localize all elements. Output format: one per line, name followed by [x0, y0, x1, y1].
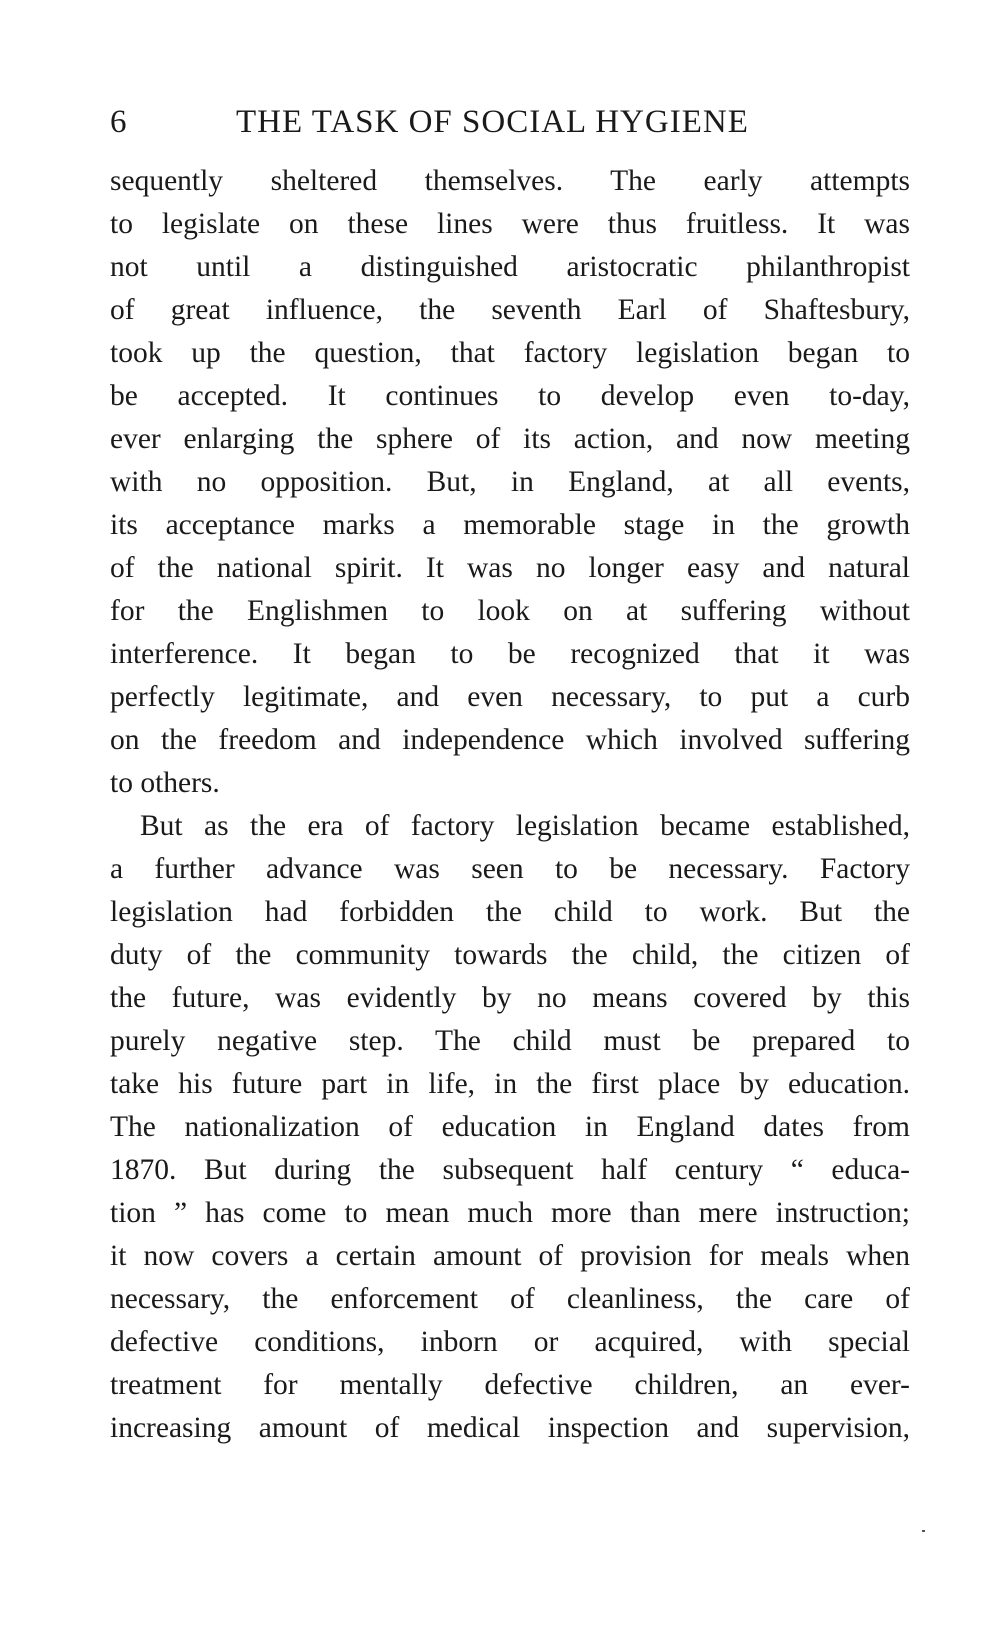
text-line: tion ” has come to mean much more than mere instruction; — [110, 1197, 910, 1229]
text-line: to legislate on these lines were thus fruitless. It was — [110, 208, 910, 240]
text-line: the future, was evidently by no means covered by this — [110, 982, 910, 1014]
text-line: duty of the community towards the child, the citizen of — [110, 939, 910, 971]
text-line: take his future part in life, in the first place by education. — [110, 1068, 910, 1100]
text-line: 1870. But during the subsequent half century “ educa- — [110, 1154, 910, 1186]
text-line: purely negative step. The child must be prepared to — [110, 1025, 910, 1057]
text-line: with no opposition. But, in England, at all events, — [110, 466, 910, 498]
text-line: ever enlarging the sphere of its action, and now meeting — [110, 423, 910, 455]
text-line: of great influence, the seventh Earl of Shaftesbury, — [110, 294, 910, 326]
text-line: to others. — [110, 767, 220, 799]
text-line: not until a distinguished aristocratic philanthropist — [110, 251, 910, 283]
stray-ink-mark — [922, 1530, 925, 1532]
text-line: it now covers a certain amount of provision for meals when — [110, 1240, 910, 1272]
page-number: 6 — [110, 104, 128, 140]
text-line: took up the question, that factory legislation began to — [110, 337, 910, 369]
running-head — [110, 100, 910, 144]
body-text — [110, 160, 910, 1450]
text-line: for the Englishmen to look on at suffering without — [110, 595, 910, 627]
text-line: on the freedom and independence which involved suffering — [110, 724, 910, 756]
running-title: THE TASK OF SOCIAL HYGIENE — [236, 104, 749, 140]
text-line: increasing amount of medical inspection and supervision, — [110, 1412, 910, 1444]
text-line: necessary, the enforcement of cleanliness, the care of — [110, 1283, 910, 1315]
text-line: The nationalization of education in England dates from — [110, 1111, 910, 1143]
text-line: But as the era of factory legislation became established, — [140, 810, 910, 842]
paragraph-1 — [110, 160, 910, 805]
text-line: its acceptance marks a memorable stage in the growth — [110, 509, 910, 541]
text-line: interference. It began to be recognized that it was — [110, 638, 910, 670]
paragraph-2 — [110, 805, 910, 1450]
text-line: be accepted. It continues to develop even to-day, — [110, 380, 910, 412]
text-line: a further advance was seen to be necessary. Factory — [110, 853, 910, 885]
text-line: sequently sheltered themselves. The early attempts — [110, 165, 910, 197]
text-line: legislation had forbidden the child to work. But the — [110, 896, 910, 928]
text-line: perfectly legitimate, and even necessary, to put a curb — [110, 681, 910, 713]
text-line: defective conditions, inborn or acquired, with special — [110, 1326, 910, 1358]
text-line: treatment for mentally defective children, an ever- — [110, 1369, 910, 1401]
text-line: of the national spirit. It was no longer easy and natural — [110, 552, 910, 584]
